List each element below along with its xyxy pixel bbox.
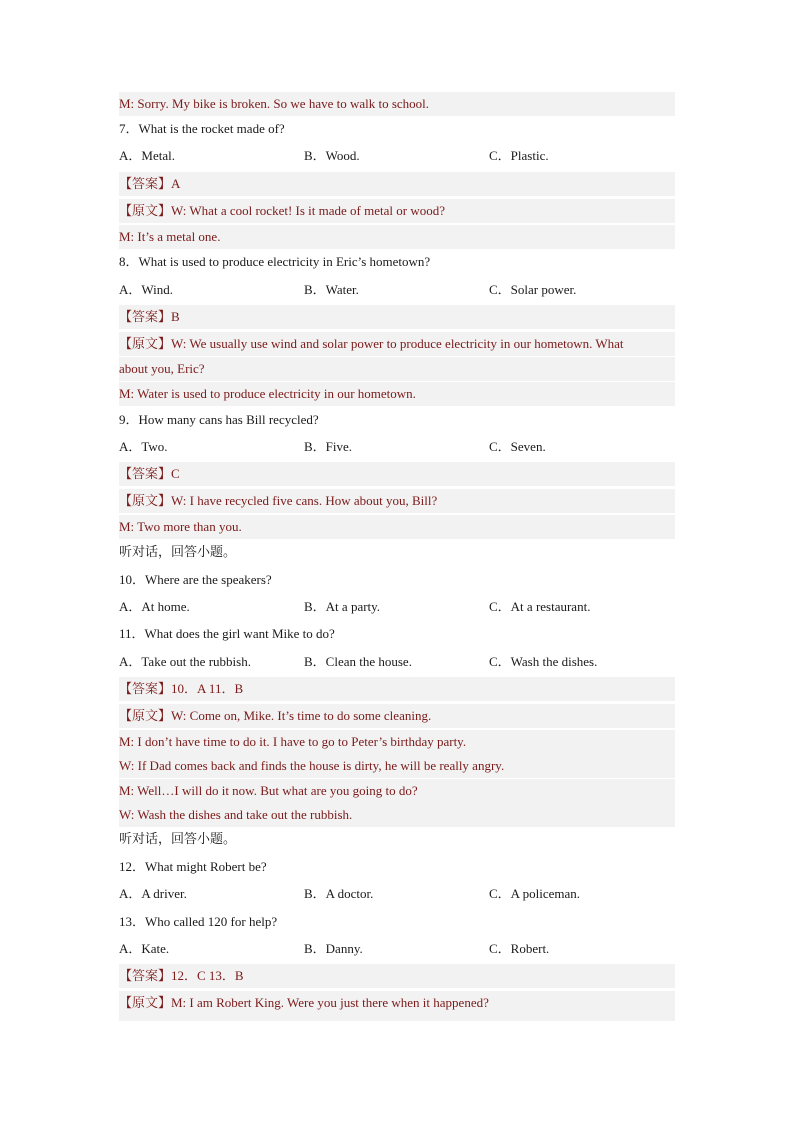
transcript-text: 【原文】M: I am Robert King. Were you just there when it happened? [119,995,489,1010]
answer-line [119,462,675,486]
question-text: 12．What might Robert be? [119,859,267,874]
transcript-line [119,332,675,356]
transcript-text: W: If Dad comes back and finds the house is dirty, he will be really angry. [119,758,505,773]
option-b: B．Wood. [304,148,360,163]
instruction-text: 听对话，回答小题。 [119,545,237,560]
answer-text: 【答案】C [119,466,180,481]
option-a: A．Wind. [119,282,173,297]
transcript-text: about you, Eric? [119,361,205,376]
transcript-line [119,225,675,249]
answer-text: 【答案】12．C 13．B [119,968,244,983]
option-b: B．Danny. [304,941,363,956]
options-13 [119,937,675,961]
answer-text: 【答案】B [119,309,180,324]
transcript-text: 【原文】W: We usually use wind and solar power to produce electricity in our hometown. What [119,336,624,351]
question-text: 10．Where are the speakers? [119,572,272,587]
option-a: A．Metal. [119,148,175,163]
option-c: C．Plastic. [489,148,549,163]
transcript-text: M: I don’t have time to do it. I have to go to Peter’s birthday party. [119,734,467,749]
transcript-line [119,730,675,754]
answer-text: 【答案】A [119,176,181,191]
transcript-text: W: Wash the dishes and take out the rubbish. [119,807,353,822]
option-a: A．Take out the rubbish. [119,654,251,669]
transcript-text: M: It’s a metal one. [119,229,221,244]
option-c: C．Solar power. [489,282,577,297]
option-b: B．Water. [304,282,359,297]
option-c: C．Robert. [489,941,550,956]
question-11 [119,622,675,646]
question-12 [119,855,675,879]
option-b: B．Five. [304,439,353,454]
transcript-line [119,199,675,223]
transcript-line [119,704,675,728]
options-11 [119,650,675,674]
option-a: A．At home. [119,599,190,614]
transcript-line [119,991,675,1021]
transcript-line [119,515,675,539]
question-8 [119,250,675,274]
question-text: 11．What does the girl want Mike to do? [119,626,335,641]
transcript-text: 【原文】W: I have recycled five cans. How about you, Bill? [119,493,438,508]
question-7 [119,117,675,141]
transcript-line [119,754,675,778]
options-10 [119,595,675,619]
option-b: B．A doctor. [304,886,374,901]
transcript-text: M: Two more than you. [119,519,242,534]
transcript-line [119,489,675,513]
transcript-line [119,779,675,803]
transcript-line [119,803,675,827]
answer-line [119,172,675,196]
instruction-text: 听对话，回答小题。 [119,832,237,847]
question-text: 8．What is used to produce electricity in Eric’s hometown? [119,254,431,269]
options-7 [119,144,675,168]
option-a: A．Kate. [119,941,170,956]
transcript-line [119,357,675,381]
answer-text: 【答案】10．A 11．B [119,681,244,696]
option-c: C．At a restaurant. [489,599,591,614]
transcript-text: 【原文】W: What a cool rocket! Is it made of metal or wood? [119,203,445,218]
transcript-text: M: Sorry. My bike is broken. So we have to walk to school. [119,96,430,111]
transcript-text: M: Well…I will do it now. But what are you going to do? [119,783,418,798]
question-text: 13．Who called 120 for help? [119,914,278,929]
option-a: A．Two. [119,439,168,454]
transcript-text: 【原文】W: Come on, Mike. It’s time to do some cleaning. [119,708,432,723]
question-text: 9．How many cans has Bill recycled? [119,412,319,427]
options-8 [119,278,675,302]
transcript-line [119,92,675,116]
option-b: B．At a party. [304,599,381,614]
option-b: B．Clean the house. [304,654,412,669]
section-instruction [119,828,675,852]
question-text: 7．What is the rocket made of? [119,121,285,136]
option-a: A．A driver. [119,886,187,901]
option-c: C．Seven. [489,439,546,454]
answer-line [119,964,675,988]
section-instruction [119,541,675,565]
question-10 [119,568,675,592]
question-9 [119,408,675,432]
transcript-line [119,382,675,406]
option-c: C．A policeman. [489,886,580,901]
option-c: C．Wash the dishes. [489,654,598,669]
options-9 [119,435,675,459]
question-13 [119,910,675,934]
transcript-text: M: Water is used to produce electricity in our hometown. [119,386,416,401]
answer-line [119,677,675,701]
answer-line [119,305,675,329]
options-12 [119,882,675,906]
